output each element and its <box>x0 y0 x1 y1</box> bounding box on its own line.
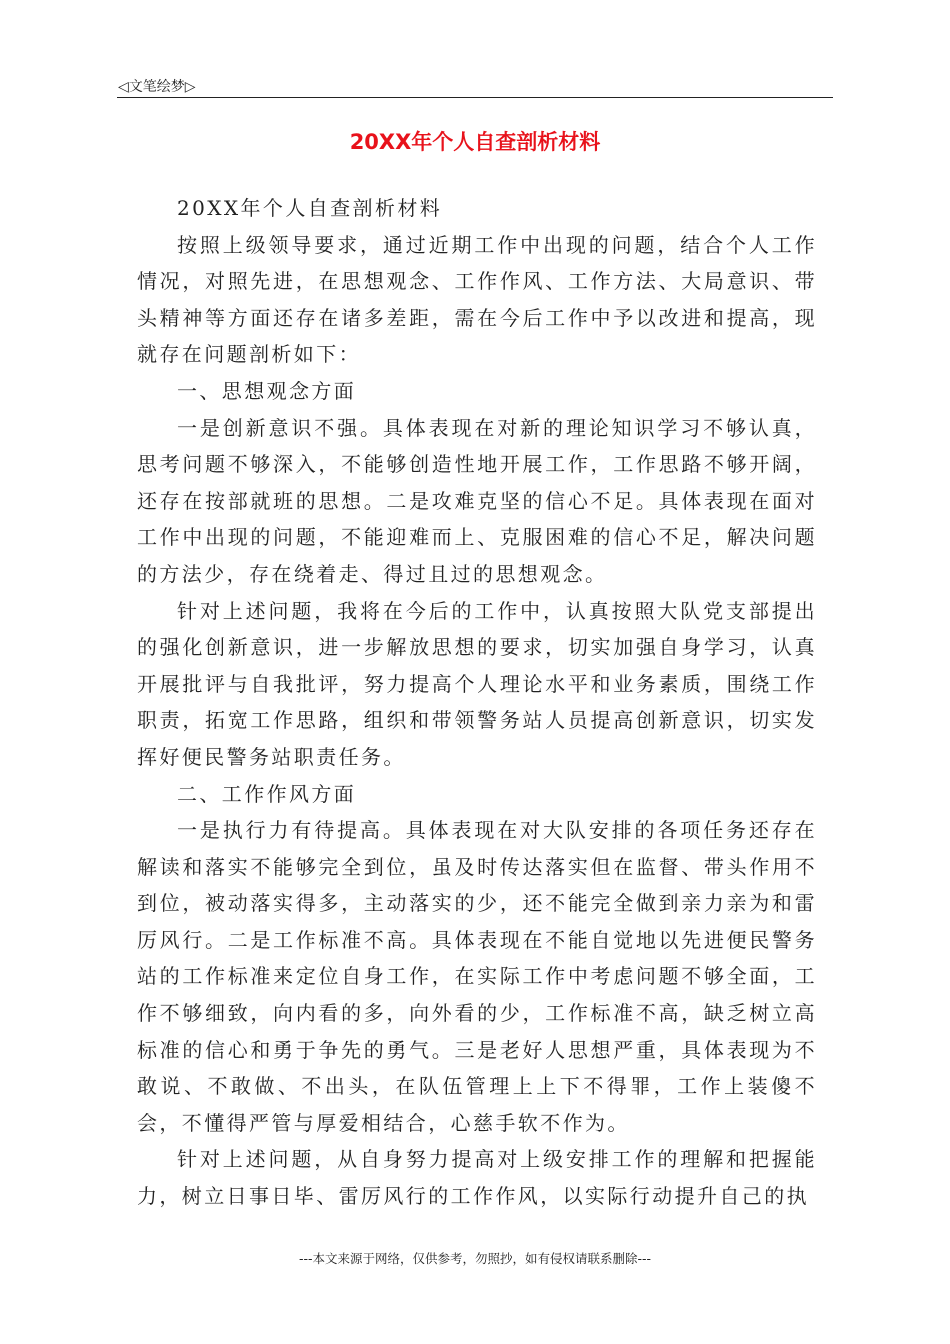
document-title: 20XX年个人自查剖析材料 <box>349 130 601 155</box>
footer-disclaimer: ---本文来源于网络，仅供参考，勿照抄，如有侵权请联系删除--- <box>298 1251 652 1266</box>
body-paragraph: 一是创新意识不强。具体表现在对新的理论知识学习不够认真，思考问题不够深入，不能够创造性地开展工作，工作思路不够开阔，还存在按部就班的思想。二是攻难克坚的信心不足。具体表现在面对工作中出现的问题，不能迎难而上、克服困难的信心不足，解决问题的方法少，存在绕着走、得过且过的思想观念。 <box>137 415 817 586</box>
header-brand: ◁文笔绘梦▷ <box>118 79 196 95</box>
body-paragraph: 针对上述问题，我将在今后的工作中，认真按照大队党支部提出的强化创新意识，进一步解放思想的要求，切实加强自身学习，认真开展批评与自我批评，努力提高个人理论水平和业务素质，围绕工作职责，拓宽工作思路，组织和带领警务站人员提高创新意识，切实发挥好便民警务站职责任务。 <box>137 598 817 769</box>
header-divider <box>117 97 833 98</box>
body-paragraph: 按照上级领导要求，通过近期工作中出现的问题，结合个人工作情况，对照先进，在思想观念、工作作风、工作方法、大局意识、带头精神等方面还存在诸多差距，需在今后工作中予以改进和提高，现就存在问题剖析如下： <box>137 232 817 367</box>
body-paragraph: 针对上述问题，从自身努力提高对上级安排工作的理解和把握能力，树立日事日毕、雷厉风行的工作作风，以实际行动提升自己的执 <box>137 1147 817 1209</box>
body-paragraph: 20XX年个人自查剖析材料 <box>177 196 443 220</box>
section-heading: 一、思想观念方面 <box>177 378 357 403</box>
document-body <box>137 190 817 1215</box>
section-heading: 二、工作作风方面 <box>177 781 357 806</box>
body-paragraph: 一是执行力有待提高。具体表现在对大队安排的各项任务还存在解读和落实不能够完全到位，虽及时传达落实但在监督、带头作用不到位，被动落实得多，主动落实的少，还不能完全做到亲力亲为和雷厉风行。二是工作标准不高。具体表现在不能自觉地以先进便民警务站的工作标准来定位自身工作，在实际工作中考虑问题不够全面，工作不够细致，向内看的多，向外看的少，工作标准不高，缺乏树立高标准的信心和勇于争先的勇气。三是老好人思想严重，具体表现为不敢说、不敢做、不出头，在队伍管理上上下不得罪，工作上装傻不会，不懂得严管与厚爱相结合，心慈手软不作为。 <box>137 818 817 1135</box>
